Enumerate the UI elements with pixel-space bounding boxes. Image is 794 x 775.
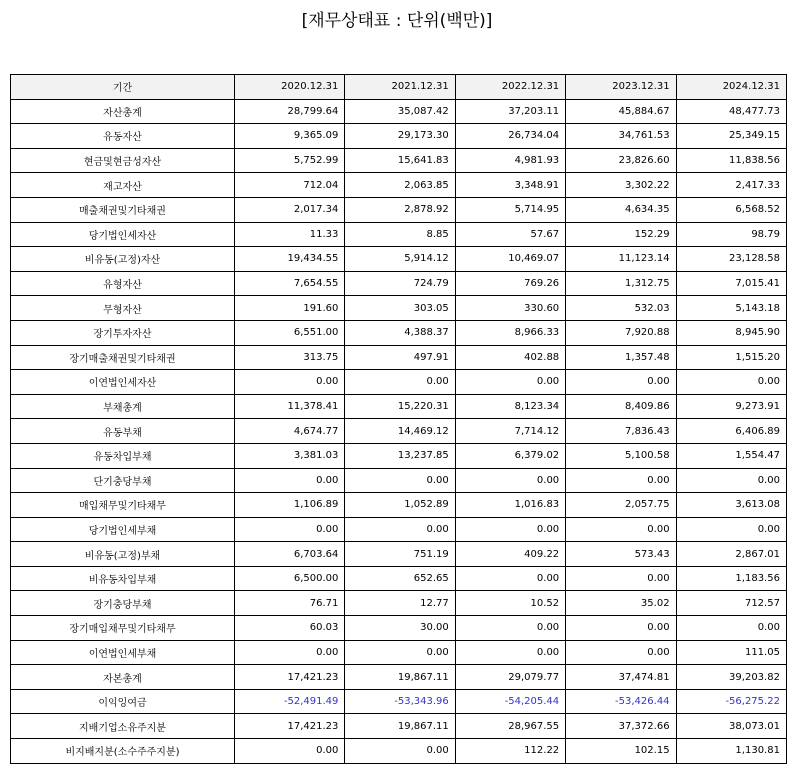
value-cell: 0.00 [566, 517, 676, 542]
value-cell: 30.00 [345, 616, 455, 641]
table-body [11, 99, 787, 763]
table-row [11, 247, 787, 272]
row-label: 비지배지분(소수주주지분) [11, 739, 235, 764]
table-row [11, 616, 787, 641]
value-cell: 60.03 [235, 616, 345, 641]
table-row [11, 468, 787, 493]
value-cell: 0.00 [676, 616, 786, 641]
value-cell: 0.00 [455, 566, 565, 591]
value-cell: -52,491.49 [235, 689, 345, 714]
value-cell: 11,838.56 [676, 148, 786, 173]
value-cell: 11,123.14 [566, 247, 676, 272]
balance-sheet-table [10, 74, 787, 764]
value-cell: 5,143.18 [676, 296, 786, 321]
value-cell: 652.65 [345, 566, 455, 591]
table-row [11, 197, 787, 222]
table-row [11, 566, 787, 591]
value-cell: -54,205.44 [455, 689, 565, 714]
table-row [11, 99, 787, 124]
value-cell: 28,967.55 [455, 714, 565, 739]
value-cell: 98.79 [676, 222, 786, 247]
value-cell: 0.00 [345, 468, 455, 493]
value-cell: 3,302.22 [566, 173, 676, 198]
value-cell: 1,052.89 [345, 493, 455, 518]
year-header: 2024.12.31 [676, 75, 786, 100]
value-cell: 7,015.41 [676, 271, 786, 296]
value-cell: 1,016.83 [455, 493, 565, 518]
table-row [11, 320, 787, 345]
value-cell: 1,312.75 [566, 271, 676, 296]
row-label: 자산총계 [11, 99, 235, 124]
table-row [11, 370, 787, 395]
value-cell: 15,220.31 [345, 394, 455, 419]
value-cell: 3,613.08 [676, 493, 786, 518]
table-row [11, 517, 787, 542]
value-cell: 34,761.53 [566, 124, 676, 149]
value-cell: -56,275.22 [676, 689, 786, 714]
value-cell: 2,063.85 [345, 173, 455, 198]
value-cell: 532.03 [566, 296, 676, 321]
table-row [11, 173, 787, 198]
value-cell: 712.04 [235, 173, 345, 198]
value-cell: 0.00 [235, 640, 345, 665]
value-cell: 57.67 [455, 222, 565, 247]
value-cell: 76.71 [235, 591, 345, 616]
value-cell: 14,469.12 [345, 419, 455, 444]
value-cell: 0.00 [566, 370, 676, 395]
row-label: 당기법인세부채 [11, 517, 235, 542]
row-label: 부채총계 [11, 394, 235, 419]
period-header: 기간 [11, 75, 235, 100]
value-cell: 0.00 [566, 468, 676, 493]
row-label: 비유동차입부채 [11, 566, 235, 591]
value-cell: 0.00 [235, 468, 345, 493]
value-cell: 0.00 [345, 739, 455, 764]
value-cell: 303.05 [345, 296, 455, 321]
value-cell: 7,920.88 [566, 320, 676, 345]
value-cell: 48,477.73 [676, 99, 786, 124]
table-row [11, 689, 787, 714]
year-header: 2022.12.31 [455, 75, 565, 100]
year-header: 2023.12.31 [566, 75, 676, 100]
value-cell: 0.00 [455, 616, 565, 641]
value-cell: 2,017.34 [235, 197, 345, 222]
value-cell: 7,836.43 [566, 419, 676, 444]
value-cell: 15,641.83 [345, 148, 455, 173]
value-cell: 37,372.66 [566, 714, 676, 739]
table-row [11, 419, 787, 444]
value-cell: 0.00 [566, 640, 676, 665]
value-cell: 409.22 [455, 542, 565, 567]
value-cell: 152.29 [566, 222, 676, 247]
value-cell: 0.00 [235, 739, 345, 764]
row-label: 이연법인세자산 [11, 370, 235, 395]
value-cell: 497.91 [345, 345, 455, 370]
value-cell: 3,348.91 [455, 173, 565, 198]
value-cell: 3,381.03 [235, 443, 345, 468]
value-cell: 712.57 [676, 591, 786, 616]
value-cell: 6,568.52 [676, 197, 786, 222]
row-label: 현금및현금성자산 [11, 148, 235, 173]
table-row [11, 345, 787, 370]
value-cell: 38,073.01 [676, 714, 786, 739]
row-label: 무형자산 [11, 296, 235, 321]
value-cell: 11.33 [235, 222, 345, 247]
value-cell: 28,799.64 [235, 99, 345, 124]
table-row [11, 591, 787, 616]
value-cell: 102.15 [566, 739, 676, 764]
value-cell: 0.00 [345, 640, 455, 665]
value-cell: 35.02 [566, 591, 676, 616]
value-cell: 402.88 [455, 345, 565, 370]
year-header: 2021.12.31 [345, 75, 455, 100]
table-row [11, 714, 787, 739]
value-cell: 4,634.35 [566, 197, 676, 222]
value-cell: 1,554.47 [676, 443, 786, 468]
value-cell: 0.00 [676, 370, 786, 395]
value-cell: 10.52 [455, 591, 565, 616]
value-cell: 9,365.09 [235, 124, 345, 149]
row-label: 재고자산 [11, 173, 235, 198]
value-cell: 6,703.64 [235, 542, 345, 567]
value-cell: 112.22 [455, 739, 565, 764]
value-cell: 2,057.75 [566, 493, 676, 518]
row-label: 이익잉여금 [11, 689, 235, 714]
value-cell: 2,867.01 [676, 542, 786, 567]
value-cell: 29,079.77 [455, 665, 565, 690]
table-row [11, 640, 787, 665]
value-cell: 6,406.89 [676, 419, 786, 444]
value-cell: 724.79 [345, 271, 455, 296]
value-cell: 0.00 [676, 468, 786, 493]
value-cell: -53,343.96 [345, 689, 455, 714]
value-cell: 191.60 [235, 296, 345, 321]
value-cell: 6,379.02 [455, 443, 565, 468]
value-cell: 2,878.92 [345, 197, 455, 222]
row-label: 유동차입부채 [11, 443, 235, 468]
value-cell: 23,826.60 [566, 148, 676, 173]
value-cell: 6,500.00 [235, 566, 345, 591]
row-label: 매입채무및기타채무 [11, 493, 235, 518]
row-label: 비유동(고정)자산 [11, 247, 235, 272]
value-cell: 0.00 [455, 468, 565, 493]
row-label: 단기충당부채 [11, 468, 235, 493]
value-cell: 8,123.34 [455, 394, 565, 419]
value-cell: 6,551.00 [235, 320, 345, 345]
value-cell: 29,173.30 [345, 124, 455, 149]
row-label: 지배기업소유주지분 [11, 714, 235, 739]
row-label: 매출채권및기타채권 [11, 197, 235, 222]
value-cell: 1,357.48 [566, 345, 676, 370]
value-cell: 10,469.07 [455, 247, 565, 272]
value-cell: 111.05 [676, 640, 786, 665]
value-cell: 8,966.33 [455, 320, 565, 345]
table-row [11, 493, 787, 518]
value-cell: 0.00 [455, 370, 565, 395]
row-label: 유동자산 [11, 124, 235, 149]
value-cell: 573.43 [566, 542, 676, 567]
value-cell: 4,674.77 [235, 419, 345, 444]
value-cell: 330.60 [455, 296, 565, 321]
table-row [11, 148, 787, 173]
value-cell: 0.00 [345, 370, 455, 395]
value-cell: 37,203.11 [455, 99, 565, 124]
row-label: 자본총계 [11, 665, 235, 690]
value-cell: 5,752.99 [235, 148, 345, 173]
row-label: 이연법인세부채 [11, 640, 235, 665]
value-cell: 8.85 [345, 222, 455, 247]
table-row [11, 124, 787, 149]
page-title: [재무상태표 : 단위(백만)] [301, 11, 493, 31]
value-cell: 1,130.81 [676, 739, 786, 764]
value-cell: 8,409.86 [566, 394, 676, 419]
row-label: 장기매입채무및기타채무 [11, 616, 235, 641]
value-cell: 19,867.11 [345, 665, 455, 690]
value-cell: 1,515.20 [676, 345, 786, 370]
value-cell: 39,203.82 [676, 665, 786, 690]
value-cell: 17,421.23 [235, 665, 345, 690]
row-label: 장기매출채권및기타채권 [11, 345, 235, 370]
value-cell: 25,349.15 [676, 124, 786, 149]
value-cell: 5,100.58 [566, 443, 676, 468]
table-row [11, 739, 787, 764]
table-row [11, 394, 787, 419]
table-row [11, 443, 787, 468]
value-cell: 35,087.42 [345, 99, 455, 124]
value-cell: 0.00 [235, 517, 345, 542]
value-cell: 8,945.90 [676, 320, 786, 345]
table-row [11, 542, 787, 567]
row-label: 당기법인세자산 [11, 222, 235, 247]
value-cell: 0.00 [455, 517, 565, 542]
table-row [11, 222, 787, 247]
value-cell: 7,654.55 [235, 271, 345, 296]
value-cell: 0.00 [345, 517, 455, 542]
value-cell: 2,417.33 [676, 173, 786, 198]
row-label: 유형자산 [11, 271, 235, 296]
value-cell: 7,714.12 [455, 419, 565, 444]
value-cell: 313.75 [235, 345, 345, 370]
value-cell: 751.19 [345, 542, 455, 567]
value-cell: -53,426.44 [566, 689, 676, 714]
value-cell: 19,434.55 [235, 247, 345, 272]
value-cell: 13,237.85 [345, 443, 455, 468]
value-cell: 5,914.12 [345, 247, 455, 272]
value-cell: 0.00 [455, 640, 565, 665]
value-cell: 1,106.89 [235, 493, 345, 518]
header-row [11, 75, 787, 100]
value-cell: 37,474.81 [566, 665, 676, 690]
value-cell: 1,183.56 [676, 566, 786, 591]
value-cell: 0.00 [676, 517, 786, 542]
table-row [11, 271, 787, 296]
value-cell: 11,378.41 [235, 394, 345, 419]
value-cell: 0.00 [566, 566, 676, 591]
row-label: 유동부채 [11, 419, 235, 444]
row-label: 장기충당부채 [11, 591, 235, 616]
value-cell: 4,388.37 [345, 320, 455, 345]
table-row [11, 665, 787, 690]
value-cell: 17,421.23 [235, 714, 345, 739]
value-cell: 769.26 [455, 271, 565, 296]
value-cell: 45,884.67 [566, 99, 676, 124]
value-cell: 19,867.11 [345, 714, 455, 739]
value-cell: 5,714.95 [455, 197, 565, 222]
value-cell: 0.00 [235, 370, 345, 395]
value-cell: 9,273.91 [676, 394, 786, 419]
table-row [11, 296, 787, 321]
value-cell: 0.00 [566, 616, 676, 641]
value-cell: 26,734.04 [455, 124, 565, 149]
year-header: 2020.12.31 [235, 75, 345, 100]
row-label: 장기투자자산 [11, 320, 235, 345]
value-cell: 23,128.58 [676, 247, 786, 272]
value-cell: 12.77 [345, 591, 455, 616]
row-label: 비유동(고정)부채 [11, 542, 235, 567]
value-cell: 4,981.93 [455, 148, 565, 173]
